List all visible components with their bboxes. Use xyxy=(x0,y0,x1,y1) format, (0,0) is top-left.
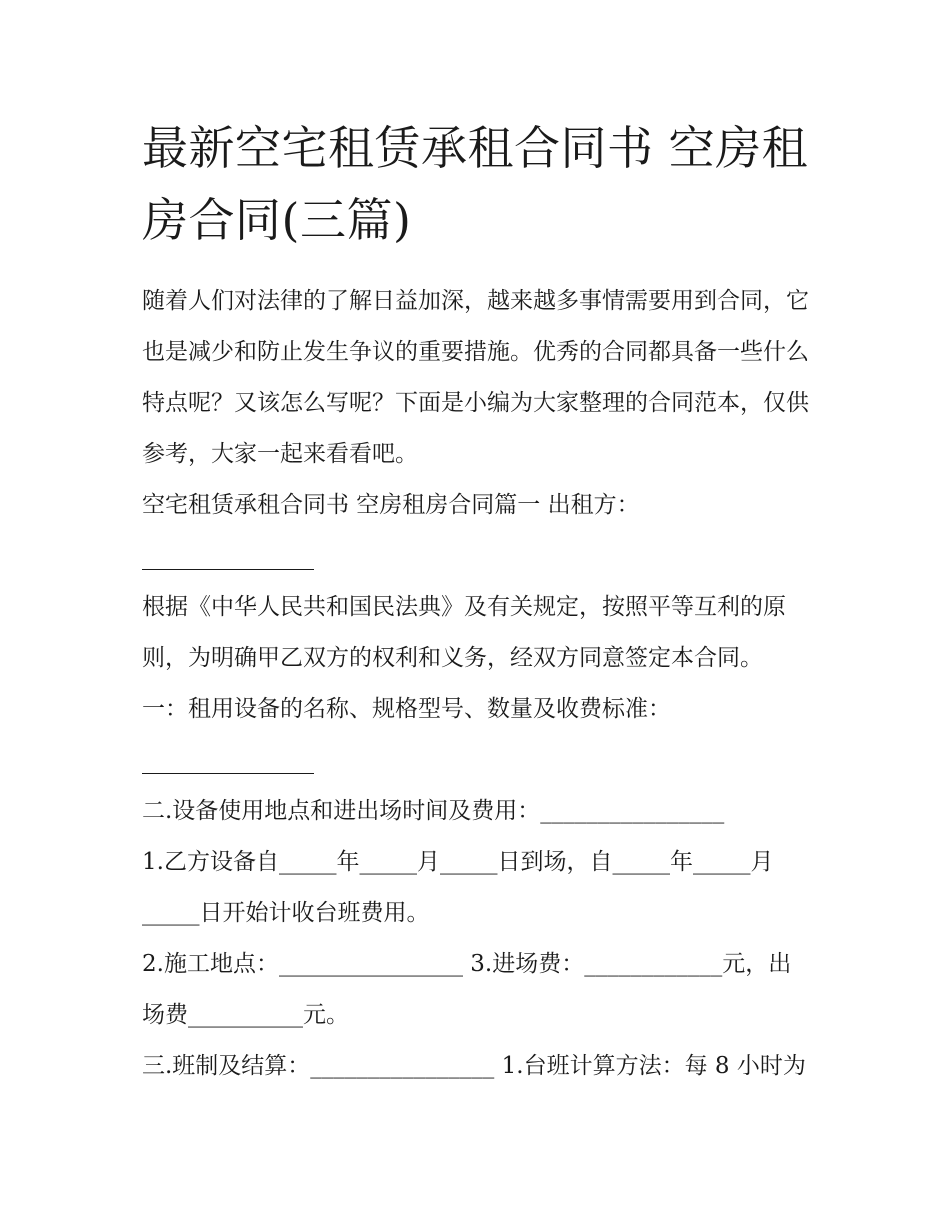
document-title: 最新空宅租赁承租合同书 空房租房合同(三篇) xyxy=(142,121,809,247)
basis-paragraph: 根据《中华人民共和国民法典》及有关规定，按照平等互利的原则，为明确甲乙双方的权利和义务，经双方同意签定本合同。 xyxy=(142,594,786,671)
fill-in-blank-lessor xyxy=(142,519,314,570)
fill-in-blank-equipment xyxy=(142,723,314,774)
intro-paragraph: 随着人们对法律的了解日益加深，越来越多事情需要用到合同，它也是减少和防止发生争议的重要措施。优秀的合同都具备一些什么特点呢？又该怎么写呢？下面是小编为大家整理的合同范本，仅供参考，大家一起来看看吧。 xyxy=(142,288,809,467)
section-heading: 空宅租赁承租合同书 空房租房合同篇一 出租方： xyxy=(142,492,640,518)
document-page xyxy=(142,112,814,1092)
item-two: 二.设备使用地点和进出场时间及费用：________________ xyxy=(142,798,725,824)
item-one: 一：租用设备的名称、规格型号、数量及收费标准： xyxy=(142,696,671,722)
item-two-clause-2: 2.施工地点：________________ 3.进场费：____________元，出场费__________元。 xyxy=(142,951,792,1028)
item-three: 三.班制及结算：________________ 1.台班计算方法：每 8 小时为 xyxy=(142,1053,806,1079)
item-two-clause-1: 1.乙方设备自_____年_____月_____日到场，自_____年_____月_____日开始计收台班费用。 xyxy=(142,849,774,926)
